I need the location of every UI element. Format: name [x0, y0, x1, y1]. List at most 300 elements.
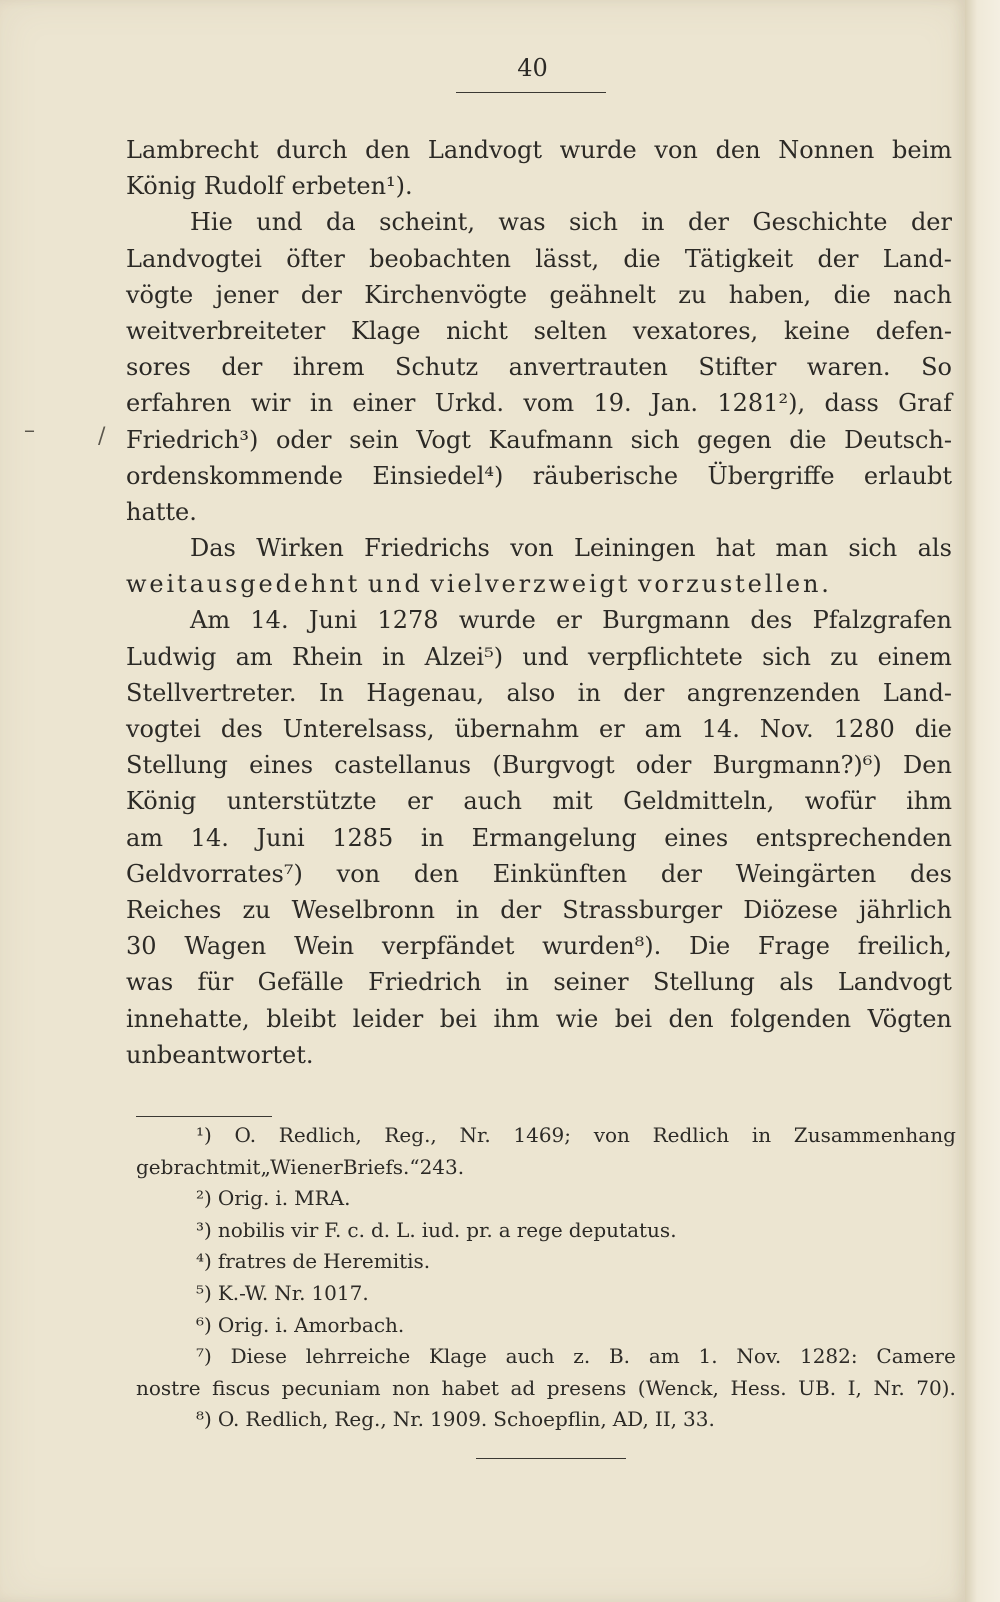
word: Pfalzgrafen: [812, 606, 952, 635]
text-line: [126, 1001, 952, 1037]
word: wurden⁸).: [542, 932, 662, 961]
word: von: [654, 136, 698, 164]
word: innehatte,: [126, 1004, 250, 1033]
text-line: [126, 168, 952, 204]
word: die: [833, 280, 871, 309]
text-line: [126, 566, 952, 602]
word: Hie: [190, 208, 233, 237]
word: Die: [689, 932, 731, 961]
word: oder: [275, 425, 332, 454]
word: Reiches: [126, 895, 222, 924]
word: Juni: [256, 823, 305, 852]
word: in: [382, 642, 406, 671]
word: sich: [630, 425, 680, 454]
word: Vögten: [867, 1004, 952, 1033]
word: wofür: [804, 787, 876, 816]
word: Friedrich: [368, 968, 482, 997]
word: vom: [523, 389, 575, 418]
word: Weselbronn: [291, 895, 435, 924]
word: Nr.: [274, 1280, 306, 1305]
word: sich: [762, 642, 811, 671]
text-line: [126, 747, 952, 783]
word: von: [510, 534, 554, 563]
word: er: [407, 787, 433, 816]
word: Wirken: [256, 534, 344, 563]
word: beim: [892, 136, 952, 164]
word: deputatus.: [568, 1217, 677, 1242]
word: König: [126, 787, 197, 816]
word: Redlich,: [278, 1123, 362, 1147]
word: des: [750, 606, 793, 635]
word: lehrreiche: [305, 1344, 411, 1369]
footnotes: [136, 1120, 956, 1436]
word: 14.: [250, 606, 289, 635]
text-line: [126, 422, 952, 458]
word: ¹): [196, 1123, 212, 1147]
word: O.: [217, 1407, 240, 1432]
word: Klage: [350, 316, 421, 345]
word: was: [498, 208, 546, 237]
word: des: [910, 859, 952, 888]
word: Schutz: [395, 353, 479, 382]
word: Geldvorrates⁷): [126, 859, 303, 888]
word: defen-: [875, 316, 952, 345]
word: Deutsch-: [844, 425, 952, 454]
footnote-line: [136, 1120, 956, 1152]
word: haben,: [728, 280, 812, 309]
word: er: [599, 715, 625, 743]
word: Frage: [758, 932, 830, 961]
word: Urkd.: [434, 389, 504, 418]
word: Das: [190, 534, 236, 563]
word: da: [326, 208, 356, 237]
word: Kaufmann: [488, 425, 614, 454]
word: non: [392, 1375, 430, 1400]
word: ⁵): [196, 1280, 212, 1305]
word: F.: [324, 1217, 342, 1242]
word: iud.: [421, 1217, 461, 1242]
word: habet: [441, 1375, 499, 1400]
text-line: [126, 639, 952, 675]
word: 19.: [593, 389, 632, 418]
word: presens: [546, 1375, 627, 1400]
word: 1.: [698, 1344, 718, 1369]
word: vorzustellen.: [637, 570, 832, 599]
word: in: [751, 1123, 772, 1147]
word: von: [336, 859, 381, 888]
word: anvertrauten: [508, 353, 668, 382]
word: 33.: [683, 1407, 715, 1432]
word: Heremitis.: [323, 1249, 431, 1274]
word: ⁷): [196, 1344, 212, 1369]
word: mit: [227, 1154, 261, 1179]
word: Am: [190, 606, 231, 635]
word: ³): [196, 1217, 212, 1242]
word: Landvogt: [427, 136, 542, 164]
word: und: [256, 208, 303, 237]
word: für: [197, 968, 234, 997]
word: ordenskommende: [126, 461, 343, 490]
word: die: [914, 715, 952, 743]
word: in: [577, 678, 601, 707]
word: Geldmitteln,: [623, 787, 775, 816]
word: Klage: [428, 1344, 487, 1369]
word: de: [292, 1249, 318, 1274]
text-line: [126, 132, 952, 168]
footnote-line: [136, 1246, 956, 1278]
word: Stellung: [126, 751, 228, 780]
word: Redlich,: [245, 1407, 329, 1432]
word: Schoepflin,: [493, 1407, 607, 1432]
word: Burgmann: [602, 606, 731, 635]
word: erbeten¹).: [291, 172, 413, 201]
word: nicht: [446, 316, 508, 345]
word: Land-: [882, 678, 952, 707]
word: als: [779, 968, 814, 997]
footnote-line: [136, 1278, 956, 1310]
word: auch: [505, 1344, 555, 1369]
word: hatte.: [126, 497, 197, 526]
word: zu: [830, 642, 859, 671]
word: Tätigkeit: [684, 244, 794, 273]
word: Amorbach.: [294, 1312, 405, 1337]
word: am: [648, 1344, 680, 1369]
word: Weingärten: [735, 859, 877, 888]
footnote-line: [136, 1152, 956, 1184]
word: 243.: [419, 1154, 465, 1179]
word: So: [921, 353, 952, 382]
word: hat: [715, 534, 756, 563]
word: Wagen: [184, 932, 267, 961]
word: am: [644, 715, 682, 743]
word: Jan.: [651, 389, 699, 418]
word: K.-W.: [217, 1280, 269, 1305]
word: L.: [396, 1217, 416, 1242]
word: der: [660, 859, 702, 888]
word: nach: [893, 280, 952, 309]
margin-dash-mark: –: [24, 418, 35, 443]
word: pr.: [466, 1217, 493, 1242]
word: der: [623, 678, 665, 707]
word: B.: [608, 1344, 631, 1369]
word: 1469;: [513, 1123, 572, 1147]
word: durch: [276, 136, 348, 164]
word: Reg.,: [334, 1407, 387, 1432]
page-number: 40: [517, 54, 548, 82]
word: Unterelsass,: [282, 715, 435, 743]
word: erlaubt: [863, 461, 952, 490]
word: O.: [234, 1123, 257, 1147]
word: selten: [533, 316, 608, 345]
word: sores: [126, 353, 191, 382]
word: 1282:: [799, 1344, 858, 1369]
word: auch: [463, 787, 522, 816]
word: gebracht: [136, 1154, 228, 1179]
text-line: [126, 313, 952, 349]
word: bleibt: [266, 1004, 337, 1033]
word: Den: [903, 751, 952, 780]
word: Reg.,: [384, 1123, 437, 1147]
word: jener: [215, 280, 279, 309]
word: einem: [877, 642, 952, 671]
word: wir: [250, 389, 291, 418]
word: Rhein: [291, 642, 363, 671]
word: Rudolf: [203, 172, 284, 201]
text-line: [126, 928, 952, 964]
word: rege: [516, 1217, 563, 1242]
word: am: [126, 823, 164, 852]
word: eines: [664, 823, 729, 852]
footnote-line: [136, 1373, 956, 1405]
word: pecuniam: [281, 1375, 381, 1400]
word: von: [593, 1123, 630, 1147]
word: erfahren: [126, 389, 232, 418]
word: dass: [824, 389, 879, 418]
word: ²): [196, 1186, 212, 1211]
footnote-line: [136, 1310, 956, 1342]
footnote-line: [136, 1404, 956, 1436]
footnote-line: [136, 1183, 956, 1215]
word: Leiningen: [574, 534, 696, 563]
word: Hess.: [730, 1375, 787, 1400]
word: mit: [552, 787, 593, 816]
word: weitverbreiteter: [126, 316, 326, 345]
word: Nr.: [459, 1123, 491, 1147]
word: wurde: [458, 606, 536, 635]
word: Stellvertreter.: [126, 678, 297, 707]
word: fiscus: [212, 1375, 271, 1400]
word: 30: [126, 932, 157, 961]
word: Einkünften: [492, 859, 628, 888]
word: zu: [678, 280, 707, 309]
word: Einsiedel⁴): [372, 461, 504, 490]
word: in: [309, 389, 334, 418]
word: eines: [249, 751, 314, 780]
word: 14.: [190, 823, 229, 852]
word: „Wiener: [260, 1154, 343, 1179]
word: z.: [573, 1344, 591, 1369]
word: Kirchenvögte: [364, 280, 528, 309]
word: weitausgedehnt: [126, 570, 361, 599]
text-line: [126, 1037, 952, 1073]
word: Diözese: [743, 895, 838, 924]
text-line: [126, 820, 952, 856]
word: seiner: [553, 968, 629, 997]
word: nobilis: [217, 1217, 286, 1242]
word: vogtei: [126, 715, 201, 743]
word: man: [775, 534, 829, 563]
word: was: [126, 968, 174, 997]
word: Ludwig: [126, 642, 217, 671]
text-line: [126, 530, 952, 566]
word: Lambrecht: [126, 136, 259, 164]
word: Nonnen: [778, 136, 875, 164]
word: 1017.: [311, 1280, 369, 1305]
word: räuberische: [532, 461, 679, 490]
word: Stifter: [698, 353, 777, 382]
word: Nov.: [759, 715, 814, 743]
word: Stellung: [652, 968, 755, 997]
footnote-rule: [136, 1116, 272, 1117]
text-line: [126, 204, 952, 240]
word: Nr.: [873, 1375, 905, 1400]
word: er: [556, 606, 582, 635]
word: öfter: [286, 244, 345, 273]
word: 1278: [377, 606, 439, 635]
word: geähnelt: [549, 280, 656, 309]
word: fratres: [217, 1249, 287, 1274]
word: Juni: [308, 606, 358, 635]
word: ihm: [493, 1004, 540, 1033]
word: 1285: [332, 823, 394, 852]
word: Nr.: [392, 1407, 425, 1432]
word: den: [365, 136, 411, 164]
word: Landvogt: [837, 968, 952, 997]
word: jährlich: [859, 895, 952, 924]
word: verpflichtete: [587, 642, 743, 671]
word: Orig.: [217, 1312, 270, 1337]
text-line: [126, 892, 952, 928]
word: in: [420, 823, 445, 852]
word: c.: [347, 1217, 365, 1242]
word: MRA.: [294, 1186, 351, 1211]
text-line: [126, 277, 952, 313]
word: Geschichte: [752, 208, 888, 237]
word: entsprechenden: [755, 823, 952, 852]
word: d.: [370, 1217, 391, 1242]
word: 14.: [701, 715, 740, 743]
word: oder: [635, 751, 692, 780]
word: Friedrichs: [364, 534, 490, 563]
word: Burgmann?)⁶): [712, 751, 882, 780]
word: folgenden: [730, 1004, 852, 1033]
word: beobachten: [369, 244, 511, 273]
word: und: [522, 642, 569, 671]
word: Alzei⁵): [424, 642, 504, 671]
word: 1281²),: [717, 389, 806, 418]
word: Camere: [876, 1344, 956, 1369]
word: Graf: [898, 389, 952, 418]
word: den: [413, 859, 459, 888]
word: freilich,: [857, 932, 952, 961]
word: 1280: [833, 715, 895, 743]
word: die: [789, 425, 827, 454]
word: wie: [555, 1004, 599, 1033]
word: a: [498, 1217, 511, 1242]
word: ad: [510, 1375, 536, 1400]
word: sich: [848, 534, 898, 563]
word: Diese: [230, 1344, 287, 1369]
text-line: [126, 349, 952, 385]
word: Übergriffe: [707, 461, 835, 490]
word: i.: [275, 1186, 289, 1211]
word: (Wenck,: [637, 1375, 719, 1400]
word: vögte: [126, 280, 194, 309]
word: der: [221, 353, 263, 382]
word: Briefs.“: [342, 1154, 420, 1179]
main-text: [126, 132, 952, 1073]
word: am: [235, 642, 273, 671]
word: UB.: [798, 1375, 837, 1400]
text-line: [126, 458, 952, 494]
text-line: [126, 711, 952, 747]
word: der: [500, 895, 542, 924]
word: die: [623, 244, 661, 273]
word: Land-: [882, 244, 952, 273]
word: nostre: [136, 1375, 201, 1400]
word: ⁴): [196, 1249, 212, 1274]
word: 1909.: [430, 1407, 488, 1432]
word: der: [817, 244, 859, 273]
word: i.: [275, 1312, 289, 1337]
word: ⁸): [196, 1407, 212, 1432]
word: ihm: [906, 787, 952, 816]
word: Zusammenhang: [793, 1123, 956, 1147]
word: castellanus: [334, 751, 472, 780]
word: unterstützte: [226, 787, 377, 816]
word: II,: [654, 1407, 678, 1432]
word: Nov.: [736, 1344, 782, 1369]
word: den: [668, 1004, 714, 1033]
text-line: [126, 783, 952, 819]
word: in: [505, 968, 529, 997]
word: leider: [352, 1004, 424, 1033]
word: Gefälle: [257, 968, 344, 997]
word: ihrem: [292, 353, 365, 382]
word: sich: [569, 208, 618, 237]
word: bei: [614, 1004, 653, 1033]
word: keine: [783, 316, 851, 345]
word: In: [318, 678, 344, 707]
word: also: [506, 678, 556, 707]
word: Ermangelung: [471, 823, 637, 852]
word: Strassburger: [562, 895, 723, 924]
text-line: [126, 964, 952, 1000]
word: AD,: [612, 1407, 649, 1432]
word: wurde: [559, 136, 637, 164]
word: vexatores,: [632, 316, 759, 345]
word: verpfändet: [381, 932, 515, 961]
footnote-line: [136, 1215, 956, 1247]
word: des: [220, 715, 263, 743]
word: den: [715, 136, 761, 164]
page-edge: [965, 0, 1000, 1602]
word: Friedrich³): [126, 425, 259, 454]
word: Hagenau,: [366, 678, 485, 707]
word: Redlich: [652, 1123, 730, 1147]
word: waren.: [806, 353, 891, 382]
word: unbeantwortet.: [126, 1040, 314, 1069]
word: gegen: [697, 425, 772, 454]
word: in: [455, 895, 480, 924]
text-line: [126, 675, 952, 711]
word: lässt,: [535, 244, 600, 273]
header-rule: [456, 92, 606, 93]
bottom-rule: [476, 1458, 626, 1459]
word: angrenzenden: [686, 678, 861, 707]
word: Orig.: [217, 1186, 270, 1211]
word: sein: [349, 425, 399, 454]
text-line: [126, 241, 952, 277]
word: einer: [352, 389, 416, 418]
word: I,: [847, 1375, 862, 1400]
word: bei: [439, 1004, 477, 1033]
word: der: [687, 208, 730, 237]
word: zu: [242, 895, 271, 924]
word: Wein: [294, 932, 355, 961]
word: der: [300, 280, 342, 309]
text-line: [126, 385, 952, 421]
